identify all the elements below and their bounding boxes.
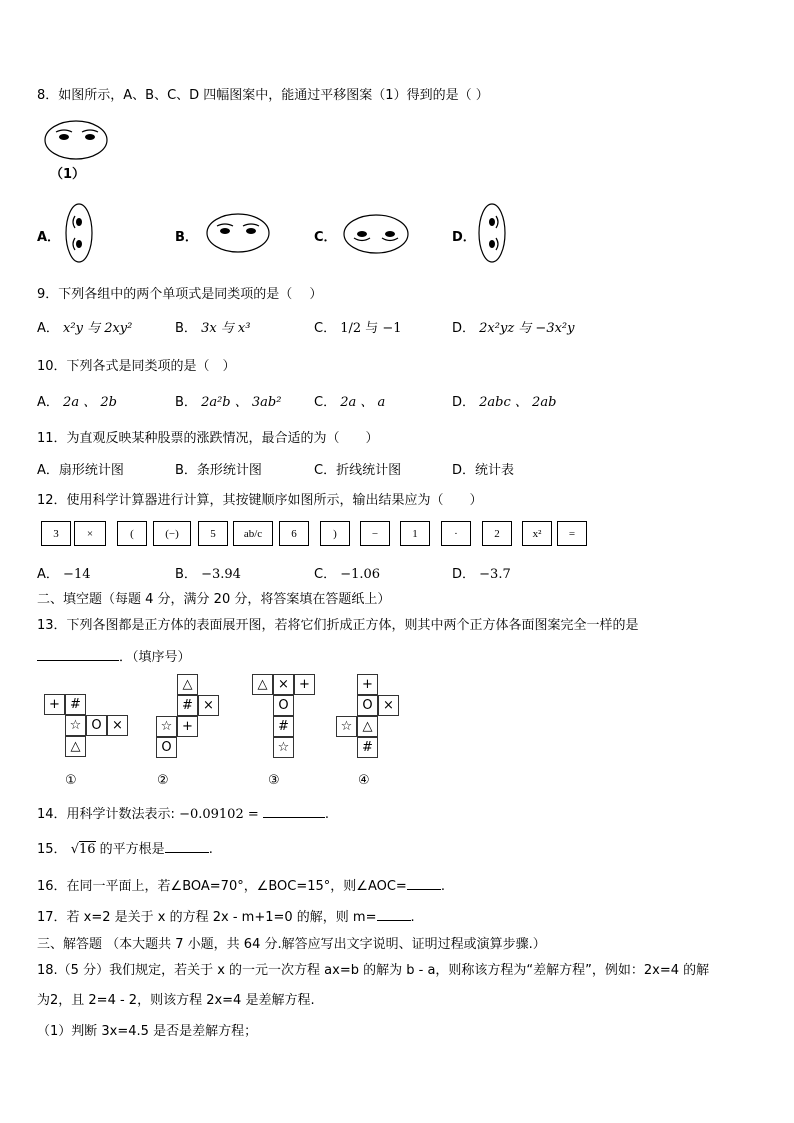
q11-option-c-label: C． bbox=[314, 463, 337, 478]
q15-answer-blank[interactable] bbox=[165, 840, 209, 853]
face-figure-b bbox=[205, 212, 271, 254]
q10-option-a-label: A． bbox=[37, 395, 59, 410]
net-1-face: + bbox=[44, 694, 65, 715]
q14-answer-blank[interactable] bbox=[263, 805, 325, 818]
q13-tail: ．（填序号） bbox=[119, 650, 191, 665]
q9-option-b-text: 3x 与 x³ bbox=[201, 321, 251, 336]
q10-option-b-label: B． bbox=[175, 395, 197, 410]
net-3-label: ③ bbox=[268, 773, 280, 788]
q12-option-b bbox=[175, 563, 241, 582]
q8-option-b-label: B． bbox=[175, 230, 198, 245]
net-4-face: ☆ bbox=[336, 716, 357, 737]
q13-answer-blank[interactable] bbox=[37, 648, 119, 661]
net-2-label: ② bbox=[157, 773, 169, 788]
q12-option-b-label: B． bbox=[175, 567, 197, 582]
calculator-key-negative: (−) bbox=[153, 521, 191, 546]
net-3-face: # bbox=[273, 716, 294, 737]
q11-option-c-text: 折线统计图 bbox=[336, 463, 402, 478]
q9-option-d-label: D． bbox=[452, 321, 476, 336]
q13-stem: 13．下列各图都是正方体的表面展开图，若将它们折成正方体，则其中两个正方体各面图案完全一样的是 bbox=[37, 618, 639, 633]
q15-radicand: 16 bbox=[78, 842, 96, 857]
q17-stem: 17．若 x=2 是关于 x 的方程 2x - m+1=0 的解，则 m= bbox=[37, 910, 377, 925]
face-figure-original bbox=[44, 119, 110, 161]
q8-option-d-label: D． bbox=[452, 230, 476, 245]
face-figure-d bbox=[477, 202, 507, 264]
cube-net-3 bbox=[252, 674, 316, 764]
q12-option-a-text: −14 bbox=[63, 567, 91, 582]
cube-net-2 bbox=[156, 674, 220, 764]
section-2-heading: 二、填空题（每题 4 分，满分 20 分，将答案填在答题纸上） bbox=[37, 592, 391, 607]
q14-stem: 14．用科学计数法表示: bbox=[37, 807, 175, 822]
calculator-key-3: 3 bbox=[41, 521, 71, 546]
q9-option-a-label: A． bbox=[37, 321, 59, 336]
q12-option-b-text: −3.94 bbox=[201, 567, 241, 582]
calculator-key-5: 5 bbox=[198, 521, 228, 546]
calculator-key-1: 1 bbox=[400, 521, 430, 546]
q8-stem: 8．如图所示，A、B、C、D 四幅图案中，能通过平移图案（1）得到的是（ ） bbox=[37, 88, 489, 103]
net-3-face: + bbox=[294, 674, 315, 695]
figure-label-1: （1） bbox=[50, 167, 86, 182]
q14-tail: . bbox=[324, 807, 330, 822]
q11-option-d-label: D． bbox=[452, 463, 476, 478]
q11-option-d bbox=[452, 459, 514, 478]
q12-option-c bbox=[314, 563, 380, 582]
q9-option-c bbox=[314, 317, 402, 336]
q10-option-d-text: 2abc 、 2ab bbox=[479, 395, 557, 410]
q14 bbox=[37, 803, 329, 822]
net-1-label: ① bbox=[65, 773, 77, 788]
cube-net-1 bbox=[44, 694, 128, 764]
q11-option-b-label: B． bbox=[175, 463, 197, 478]
q15-sqrt bbox=[71, 842, 96, 857]
q12-option-d-label: D． bbox=[452, 567, 476, 582]
q11-option-b bbox=[175, 459, 262, 478]
q11-stem: 11．为直观反映某种股票的涨跌情况，最合适的为（ ） bbox=[37, 431, 379, 446]
net-1-face: # bbox=[65, 694, 86, 715]
q10-option-d-label: D． bbox=[452, 395, 476, 410]
q16-tail: . bbox=[440, 879, 445, 894]
q10-option-c bbox=[314, 391, 385, 410]
calculator-key-open-paren: ( bbox=[117, 521, 147, 546]
q11-option-a bbox=[37, 459, 124, 478]
net-2-face: △ bbox=[177, 674, 198, 695]
calculator-key-minus: − bbox=[360, 521, 390, 546]
q9-option-b bbox=[175, 317, 250, 336]
q18-part-1: （1）判断 3x=4.5 是否是差解方程； bbox=[37, 1024, 258, 1039]
q10-stem: 10．下列各式是同类项的是（ ） bbox=[37, 359, 236, 374]
calculator-key-equals: = bbox=[557, 521, 587, 546]
net-1-face: △ bbox=[65, 736, 86, 757]
net-4-face: △ bbox=[357, 716, 378, 737]
q16-stem: 16．在同一平面上，若∠BOA=70°，∠BOC=15°，则∠AOC= bbox=[37, 879, 407, 894]
q8-option-a-label: A． bbox=[37, 230, 61, 245]
q9-option-b-label: B． bbox=[175, 321, 197, 336]
q12-option-d-text: −3.7 bbox=[479, 567, 511, 582]
calculator-key-2: 2 bbox=[482, 521, 512, 546]
net-4-label: ④ bbox=[358, 773, 370, 788]
q16 bbox=[37, 875, 445, 894]
cube-net-4 bbox=[336, 674, 400, 764]
q10-option-a-text: 2a 、 2b bbox=[63, 395, 117, 410]
q15-text: 的平方根是 bbox=[99, 842, 165, 857]
q10-option-a bbox=[37, 391, 117, 410]
net-4-face: + bbox=[357, 674, 378, 695]
q9-option-c-text: 1/2 与 −1 bbox=[340, 321, 402, 336]
calculator-key-decimal-point: · bbox=[441, 521, 471, 546]
calculator-key-6: 6 bbox=[279, 521, 309, 546]
q9-option-a-text: x²y 与 2xy² bbox=[63, 321, 133, 336]
q12-option-c-label: C． bbox=[314, 567, 337, 582]
q10-option-c-label: C． bbox=[314, 395, 337, 410]
q12-option-a bbox=[37, 563, 90, 582]
q8-option-c-label: C． bbox=[314, 230, 337, 245]
q18-line-2: 为2，且 2=4 - 2，则该方程 2x=4 是差解方程. bbox=[37, 993, 315, 1008]
net-1-face: O bbox=[86, 715, 107, 736]
q12-option-d bbox=[452, 563, 511, 582]
q14-expression: −0.09102 = bbox=[179, 807, 259, 822]
net-4-face: O bbox=[357, 695, 378, 716]
q10-option-d bbox=[452, 391, 556, 410]
net-2-face: ☆ bbox=[156, 716, 177, 737]
net-3-face: × bbox=[273, 674, 294, 695]
q11-option-b-text: 条形统计图 bbox=[196, 463, 262, 478]
q9-option-c-label: C． bbox=[314, 321, 337, 336]
q17-tail: . bbox=[410, 910, 415, 925]
calculator-key-close-paren: ) bbox=[320, 521, 350, 546]
q10-option-c-text: 2a 、 a bbox=[340, 395, 386, 410]
q9-option-d-text: 2x²yz 与 −3x²y bbox=[479, 321, 575, 336]
q17 bbox=[37, 906, 415, 925]
face-figure-c bbox=[342, 213, 410, 255]
q11-option-a-label: A． bbox=[37, 463, 59, 478]
radical-sign-icon: √ bbox=[70, 842, 79, 857]
q10-option-b-text: 2a²b 、 3ab² bbox=[201, 395, 282, 410]
q11-option-d-text: 统计表 bbox=[475, 463, 515, 478]
q9-option-d bbox=[452, 317, 574, 336]
net-2-face: O bbox=[156, 737, 177, 758]
net-1-face: ☆ bbox=[65, 715, 86, 736]
net-1-face: × bbox=[107, 715, 128, 736]
net-2-face: # bbox=[177, 695, 198, 716]
net-4-face: × bbox=[378, 695, 399, 716]
calculator-key-multiply: × bbox=[74, 521, 106, 546]
q15 bbox=[37, 838, 213, 857]
q12-option-a-label: A． bbox=[37, 567, 59, 582]
q12-option-c-text: −1.06 bbox=[340, 567, 381, 582]
calculator-key-square: x² bbox=[522, 521, 552, 546]
face-figure-a bbox=[64, 202, 94, 264]
q16-answer-blank[interactable] bbox=[407, 877, 441, 890]
net-3-face: ☆ bbox=[273, 737, 294, 758]
net-4-face: # bbox=[357, 737, 378, 758]
q10-option-b bbox=[175, 391, 281, 410]
q12-stem: 12．使用科学计算器进行计算，其按键顺序如图所示，输出结果应为（ ） bbox=[37, 493, 483, 508]
section-3-heading: 三、解答题 （本大题共 7 小题，共 64 分.解答应写出文字说明、证明过程或演算步骤.） bbox=[37, 937, 546, 952]
q18-line-1: 18.（5 分）我们规定，若关于 x 的一元一次方程 ax=b 的解为 b - a，则称该方程为“差解方程”，例如：2x=4 的解 bbox=[37, 963, 710, 978]
calculator-key-fraction: ab/c bbox=[233, 521, 273, 546]
q17-answer-blank[interactable] bbox=[377, 908, 411, 921]
net-3-face: O bbox=[273, 695, 294, 716]
net-2-face: + bbox=[177, 716, 198, 737]
q11-option-a-text: 扇形统计图 bbox=[58, 463, 124, 478]
net-3-face: △ bbox=[252, 674, 273, 695]
q15-number: 15． bbox=[37, 842, 67, 857]
q13-answer-line bbox=[37, 646, 191, 665]
q15-tail: . bbox=[208, 842, 213, 857]
q9-option-a bbox=[37, 317, 132, 336]
q9-stem: 9．下列各组中的两个单项式是同类项的是（ ） bbox=[37, 287, 323, 302]
q11-option-c bbox=[314, 459, 401, 478]
net-2-face: × bbox=[198, 695, 219, 716]
